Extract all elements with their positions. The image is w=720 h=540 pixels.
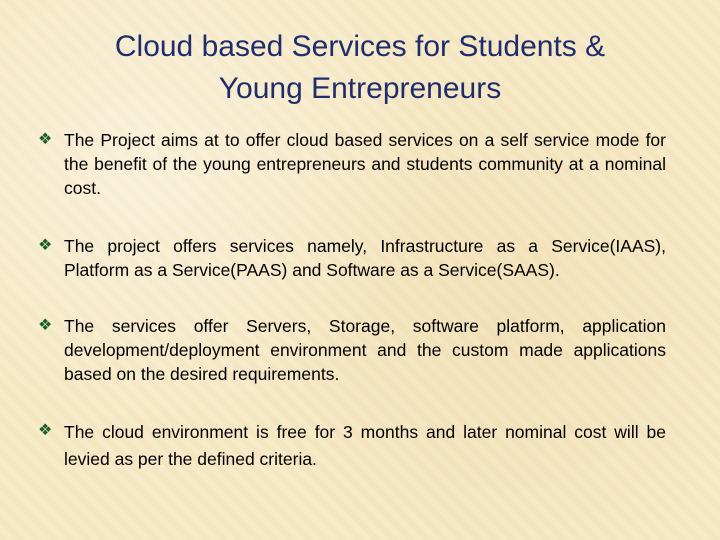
bullet-list bbox=[36, 128, 666, 473]
slide-title bbox=[40, 26, 680, 110]
bullet-item bbox=[36, 419, 666, 473]
bullet-text: The services offer Servers, Storage, software platform, application development/deployment environment and the custom made applications based on the desired requirements. bbox=[64, 316, 666, 384]
slide-title-line-1: Cloud based Services for Students & bbox=[114, 30, 606, 63]
diamond-bullet-icon: ❖ bbox=[38, 131, 53, 148]
diamond-bullet-icon: ❖ bbox=[38, 237, 53, 254]
bullet-item bbox=[36, 234, 666, 282]
bullet-item bbox=[36, 314, 666, 386]
slide-title-line-2: Young Entrepreneurs bbox=[218, 72, 502, 105]
diamond-bullet-icon: ❖ bbox=[38, 422, 53, 439]
bullet-item bbox=[36, 128, 666, 200]
diamond-bullet-icon: ❖ bbox=[38, 317, 53, 334]
bullet-text: The project offers services namely, Infrastructure as a Service(IAAS), Platform as a Service(PAAS) and Software as a Service(SAAS). bbox=[64, 236, 666, 280]
bullet-text: The cloud environment is free for 3 months and later nominal cost will be levied as per the defined criteria. bbox=[64, 422, 666, 469]
bullet-text: The Project aims at to offer cloud based services on a self service mode for the benefit of the young entrepreneurs and students community at a nominal cost. bbox=[64, 130, 666, 198]
